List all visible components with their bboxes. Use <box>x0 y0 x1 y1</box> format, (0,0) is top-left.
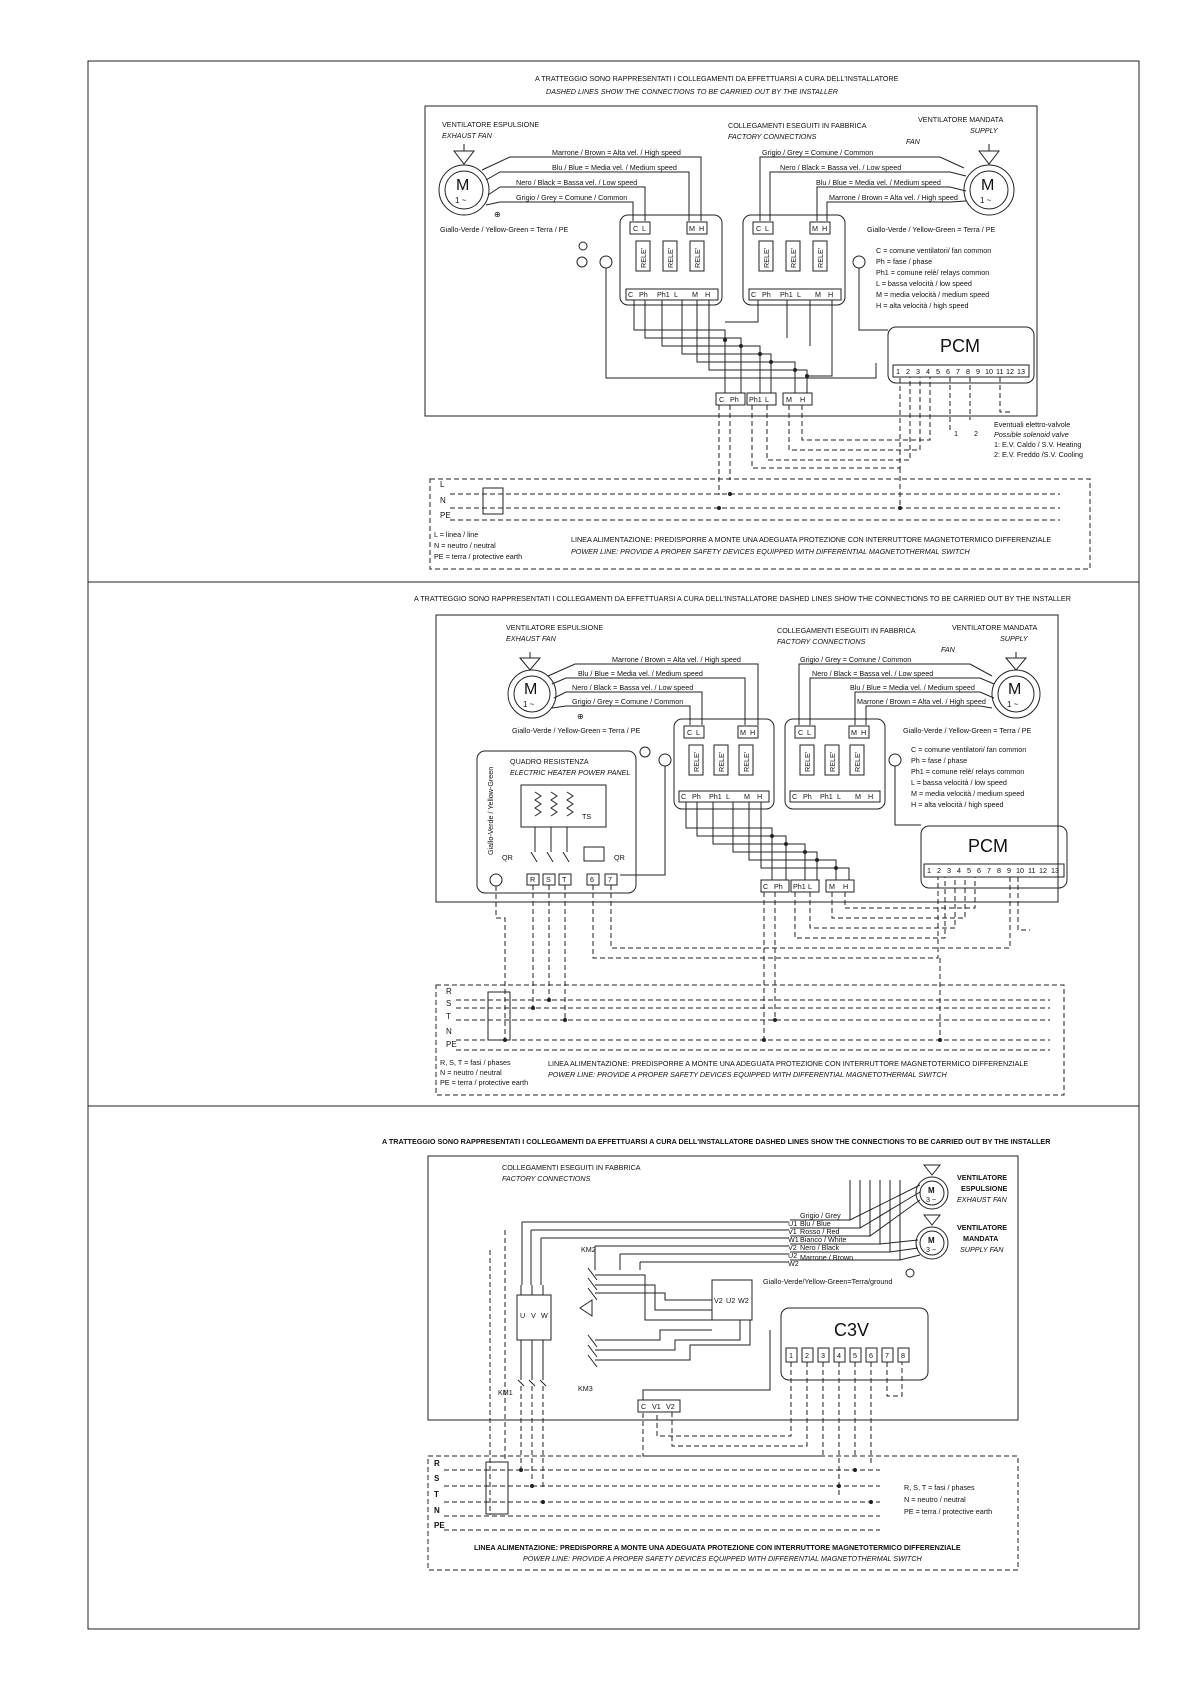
svg-text:RELE': RELE' <box>639 247 648 268</box>
relay-board-right <box>785 719 885 809</box>
svg-text:M: M <box>692 290 698 299</box>
supply-fan-title: VENTILATORE <box>957 1223 1008 1232</box>
factory-subtitle: FACTORY CONNECTIONS <box>502 1174 591 1183</box>
terminal-strip <box>716 393 812 405</box>
svg-text:Ph1: Ph1 <box>709 792 722 801</box>
svg-text:M: M <box>855 792 861 801</box>
svg-text:M: M <box>744 792 750 801</box>
svg-text:Ph: Ph <box>692 792 701 801</box>
svg-text:V2: V2 <box>788 1243 797 1252</box>
earth-post-icon <box>853 256 865 268</box>
right-wire-label: Nero / Black = Bassa vel. / Low speed <box>812 669 934 678</box>
svg-text:L: L <box>807 728 811 737</box>
line-label: S <box>434 1474 440 1483</box>
legend <box>911 745 1026 809</box>
supply-fan-subtitle: SUPPLY <box>970 126 998 135</box>
svg-text:L: L <box>797 290 801 299</box>
svg-text:Ph: Ph <box>803 792 812 801</box>
svg-text:RELE': RELE' <box>717 751 726 772</box>
left-wire-label: Grigio / Grey = Comune / Common <box>572 697 684 706</box>
svg-text:Ph: Ph <box>774 882 783 891</box>
right-wire-label: Blu / Blue = Media vel. / Medium speed <box>816 178 941 187</box>
svg-text:11: 11 <box>996 367 1004 376</box>
svg-text:10: 10 <box>1016 866 1024 875</box>
exhaust-motor-icon <box>508 652 556 718</box>
svg-text:4: 4 <box>957 866 961 875</box>
line-legend: PE = terra / protective earth <box>440 1078 529 1087</box>
exhaust-motor-icon <box>916 1165 948 1209</box>
terminal-strip <box>761 880 854 892</box>
line-label: R <box>446 987 452 996</box>
right-earth-label: Giallo-Verde / Yellow-Green = Terra / PE <box>903 726 1032 735</box>
earth-symbol-icon: ⊕ <box>577 712 584 721</box>
svg-text:12: 12 <box>1006 367 1014 376</box>
svg-text:L: L <box>808 882 812 891</box>
exhaust-fan-title: VENTILATORE ESPULSIONE <box>442 120 540 129</box>
power-note-it: LINEA ALIMENTAZIONE: PREDISPORRE A MONTE UNA ADEGUATA PROTEZIONE CON INTERRUTTORE MAGNETOTERMICO DIFFERENZIALE <box>474 1543 961 1552</box>
svg-text:1 ~: 1 ~ <box>1007 700 1019 709</box>
line-label: N <box>446 1027 452 1036</box>
earth-post-icon <box>490 874 502 886</box>
installer-note-it: A TRATTEGGIO SONO RAPPRESENTATI I COLLEGAMENTI DA EFFETTUARSI A CURA DELL'INSTALLATORE <box>535 74 899 83</box>
svg-text:Grigio / Grey: Grigio / Grey <box>800 1211 841 1220</box>
left-wire-label: Blu / Blue = Media vel. / Medium speed <box>578 669 703 678</box>
exhaust-fan-subtitle: EXHAUST FAN <box>442 131 492 140</box>
factory-title: COLLEGAMENTI ESEGUITI IN FABBRICA <box>728 121 867 130</box>
svg-text:3: 3 <box>947 866 951 875</box>
svg-text:5: 5 <box>853 1351 857 1360</box>
svg-text:R: R <box>530 875 536 884</box>
svg-text:7: 7 <box>987 866 991 875</box>
svg-text:C: C <box>792 792 798 801</box>
svg-text:RELE': RELE' <box>693 247 702 268</box>
exhaust-fan-subtitle: EXHAUST FAN <box>957 1195 1007 1204</box>
svg-text:Ph1: Ph1 <box>820 792 833 801</box>
supply-fan-title: VENTILATORE MANDATA <box>952 623 1038 632</box>
svg-text:Ph1: Ph1 <box>793 882 806 891</box>
installer-note: A TRATTEGGIO SONO RAPPRESENTATI I COLLEGAMENTI DA EFFETTUARSI A CURA DELL'INSTALLATORE DASHED LINES SHOW THE CONNECTIONS TO BE CARRIED OUT BY THE INSTALLER <box>382 1137 1051 1146</box>
pcm-controller <box>921 826 1067 888</box>
svg-text:C = comune ventilatori/ fan co: C = comune ventilatori/ fan common <box>911 745 1027 754</box>
svg-text:U: U <box>520 1311 526 1320</box>
left-wire-label: Marrone / Brown = Alta vel. / High speed <box>612 655 741 664</box>
relay-board-left <box>620 215 722 305</box>
valve-note: Possible solenoid valve <box>994 430 1069 439</box>
svg-text:M: M <box>740 728 746 737</box>
svg-text:2: 2 <box>906 367 910 376</box>
svg-text:3 ~: 3 ~ <box>926 1195 937 1204</box>
svg-text:V1: V1 <box>788 1227 797 1236</box>
svg-text:6: 6 <box>946 367 950 376</box>
power-note-en: POWER LINE: PROVIDE A PROPER SAFETY DEVICES EQUIPPED WITH DIFFERENTIAL MAGNETOTHERMAL SWITCH <box>523 1554 922 1563</box>
svg-text:RELE': RELE' <box>666 247 675 268</box>
right-wire-label: Marrone / Brown = Alta vel. / High speed <box>857 697 986 706</box>
svg-text:8: 8 <box>901 1351 905 1360</box>
svg-text:M: M <box>524 681 538 698</box>
svg-text:3: 3 <box>821 1351 825 1360</box>
svg-text:V2: V2 <box>666 1402 675 1411</box>
svg-text:C: C <box>719 395 725 404</box>
right-wire-label: Marrone / Brown = Alta vel. / High speed <box>829 193 958 202</box>
left-wire-label: Grigio / Grey = Comune / Common <box>516 193 628 202</box>
svg-text:10: 10 <box>985 367 993 376</box>
svg-text:L: L <box>837 792 841 801</box>
svg-text:5: 5 <box>936 367 940 376</box>
svg-text:C = comune ventilatori/ fan co: C = comune ventilatori/ fan common <box>876 246 992 255</box>
supply-fan-subtitle-2: FAN <box>941 645 955 654</box>
svg-text:3: 3 <box>916 367 920 376</box>
svg-text:Ph1: Ph1 <box>657 290 670 299</box>
svg-text:QR: QR <box>614 853 625 862</box>
line-label: L <box>440 480 445 489</box>
line-label: N <box>440 496 446 505</box>
svg-text:S: S <box>546 875 551 884</box>
earth-post-icon <box>640 747 650 757</box>
svg-text:4: 4 <box>926 367 930 376</box>
panel-2-with-heater <box>414 594 1071 1095</box>
svg-text:M: M <box>786 395 792 404</box>
svg-text:C: C <box>681 792 687 801</box>
svg-text:H: H <box>699 224 705 233</box>
power-note-en: POWER LINE: PROVIDE A PROPER SAFETY DEVICES EQUIPPED WITH DIFFERENTIAL MAGNETOTHERMAL SWITCH <box>571 547 970 556</box>
svg-text:11: 11 <box>1028 866 1036 875</box>
factory-subtitle: FACTORY CONNECTIONS <box>728 132 817 141</box>
svg-text:U1: U1 <box>788 1219 798 1228</box>
svg-text:M: M <box>928 1186 935 1195</box>
earth-post-icon <box>579 242 587 250</box>
svg-text:Ph: Ph <box>762 290 771 299</box>
right-wire-label: Blu / Blue = Media vel. / Medium speed <box>850 683 975 692</box>
exhaust-fan-subtitle: EXHAUST FAN <box>506 634 556 643</box>
svg-text:L: L <box>726 792 730 801</box>
exhaust-motor-icon <box>439 144 489 215</box>
left-earth-label: Giallo-Verde / Yellow-Green = Terra / PE <box>440 225 569 234</box>
svg-text:6: 6 <box>590 875 594 884</box>
earth-label: Giallo-Verde/Yellow-Green=Terra/ground <box>763 1277 893 1286</box>
main-switch <box>483 488 503 514</box>
cv-terminal-block <box>638 1400 680 1412</box>
svg-text:W: W <box>541 1311 548 1320</box>
heater-panel <box>477 751 636 893</box>
relay-board-right <box>743 215 845 305</box>
supply-fan-subtitle: SUPPLY FAN <box>960 1245 1004 1254</box>
heater-earth-label: Giallo-Verde / Yellow-Green <box>486 766 495 855</box>
svg-text:1: 1 <box>789 1351 793 1360</box>
svg-text:QR: QR <box>502 853 513 862</box>
svg-text:C: C <box>763 882 769 891</box>
svg-text:C: C <box>756 224 762 233</box>
svg-text:6: 6 <box>977 866 981 875</box>
earth-post-icon <box>600 256 612 268</box>
svg-text:6: 6 <box>869 1351 873 1360</box>
svg-text:9: 9 <box>976 367 980 376</box>
svg-text:7: 7 <box>885 1351 889 1360</box>
svg-text:L = bassa velocità / low speed: L = bassa velocità / low speed <box>911 778 1007 787</box>
km3-label: KM3 <box>578 1384 593 1393</box>
earth-post-icon <box>889 754 901 766</box>
svg-text:V1: V1 <box>652 1402 661 1411</box>
right-wire-label: Grigio / Grey = Comune / Common <box>800 655 912 664</box>
svg-text:C: C <box>633 224 639 233</box>
line-label: N <box>434 1506 440 1515</box>
svg-text:Ph1: Ph1 <box>749 395 762 404</box>
line-legend: L = linea / line <box>434 530 479 539</box>
relay-board-left <box>674 719 774 809</box>
svg-text:M: M <box>1008 681 1022 698</box>
svg-text:U2: U2 <box>788 1251 798 1260</box>
svg-text:V2: V2 <box>714 1296 723 1305</box>
wire-codes <box>788 1219 799 1268</box>
svg-text:M: M <box>829 882 835 891</box>
line-label: PE <box>440 511 451 520</box>
earth-post-icon <box>906 1269 914 1277</box>
svg-text:H: H <box>800 395 806 404</box>
svg-text:RELE': RELE' <box>853 751 862 772</box>
svg-text:3 ~: 3 ~ <box>926 1245 937 1254</box>
svg-text:2: 2 <box>937 866 941 875</box>
svg-text:Marrone / Brown: Marrone / Brown <box>800 1253 854 1262</box>
line-legend: N = neutro / neutral <box>434 541 496 550</box>
svg-text:RELE': RELE' <box>816 247 825 268</box>
svg-text:RELE': RELE' <box>828 751 837 772</box>
heater-subtitle: ELECTRIC HEATER POWER PANEL <box>510 768 631 777</box>
earth-symbol-icon: ⊕ <box>494 210 501 219</box>
svg-text:H: H <box>861 728 867 737</box>
svg-text:T: T <box>562 875 567 884</box>
left-wire-label: Blu / Blue = Media vel. / Medium speed <box>552 163 677 172</box>
exhaust-fan-title: VENTILATORE ESPULSIONE <box>506 623 604 632</box>
line-label: PE <box>434 1521 445 1530</box>
pcm-controller <box>888 327 1034 383</box>
supply-motor-icon <box>964 144 1014 215</box>
svg-text:Ph = fase / phase: Ph = fase / phase <box>911 756 968 765</box>
km2-contacts <box>588 1268 597 1300</box>
power-note-it: LINEA ALIMENTAZIONE: PREDISPORRE A MONTE UNA ADEGUATA PROTEZIONE CON INTERRUTTORE MAGNETOTERMICO DIFFERENZIALE <box>571 535 1052 544</box>
supply-fan-subtitle: SUPPLY <box>1000 634 1028 643</box>
svg-text:H = alta velocità / high speed: H = alta velocità / high speed <box>876 301 969 310</box>
svg-text:PCM: PCM <box>940 336 980 356</box>
line-label: S <box>446 999 452 1008</box>
svg-text:M = media velocità / medium sp: M = media velocità / medium speed <box>911 789 1025 798</box>
svg-text:5: 5 <box>967 866 971 875</box>
svg-text:8: 8 <box>966 367 970 376</box>
supply-fan-title-2: MANDATA <box>963 1234 999 1243</box>
svg-text:13: 13 <box>1017 367 1025 376</box>
valve-note: Eventuali elettro-valvole <box>994 420 1071 429</box>
svg-text:C3V: C3V <box>834 1320 870 1340</box>
svg-text:M = media velocità / medium sp: M = media velocità / medium speed <box>876 290 990 299</box>
svg-text:M: M <box>812 224 818 233</box>
svg-text:12: 12 <box>1039 866 1047 875</box>
right-wire-label: Nero / Black = Bassa vel. / Low speed <box>780 163 902 172</box>
svg-text:V: V <box>531 1311 536 1320</box>
motor-terminal-block <box>712 1280 752 1320</box>
svg-text:RELE': RELE' <box>803 751 812 772</box>
svg-text:C: C <box>798 728 804 737</box>
svg-text:4: 4 <box>837 1351 841 1360</box>
main-switch <box>488 992 510 1040</box>
svg-text:H: H <box>822 224 828 233</box>
power-note-it: LINEA ALIMENTAZIONE: PREDISPORRE A MONTE UNA ADEGUATA PROTEZIONE CON INTERRUTTORE MAGNETOTERMICO DIFFERENZIALE <box>548 1059 1029 1068</box>
supply-motor-icon <box>992 652 1040 718</box>
svg-text:L = bassa velocità / low speed: L = bassa velocità / low speed <box>876 279 972 288</box>
svg-text:H: H <box>843 882 849 891</box>
factory-title: COLLEGAMENTI ESEGUITI IN FABBRICA <box>777 626 916 635</box>
svg-text:TS: TS <box>582 812 592 821</box>
svg-text:Ph: Ph <box>639 290 648 299</box>
svg-text:2: 2 <box>805 1351 809 1360</box>
panel-1-single-phase <box>425 74 1090 569</box>
svg-text:M: M <box>689 224 695 233</box>
svg-text:C: C <box>641 1402 647 1411</box>
line-legend: R, S, T = fasi / phases <box>440 1058 511 1067</box>
svg-text:Bianco / White: Bianco / White <box>800 1235 847 1244</box>
svg-text:Rosso / Red: Rosso / Red <box>800 1227 840 1236</box>
svg-text:W2: W2 <box>738 1296 749 1305</box>
line-label: T <box>434 1490 439 1499</box>
line-label: R <box>434 1459 440 1468</box>
svg-text:H: H <box>750 728 756 737</box>
valve-note: 1: E.V. Caldo / S.V. Heating <box>994 440 1082 449</box>
svg-text:Ph1: Ph1 <box>780 290 793 299</box>
power-note-en: POWER LINE: PROVIDE A PROPER SAFETY DEVICES EQUIPPED WITH DIFFERENTIAL MAGNETOTHERMAL SWITCH <box>548 1070 947 1079</box>
svg-text:KM1: KM1 <box>498 1388 513 1397</box>
supply-fan-subtitle-2: FAN <box>906 137 920 146</box>
svg-text:1 ~: 1 ~ <box>455 196 467 205</box>
svg-text:L: L <box>765 395 769 404</box>
right-earth-label: Giallo-Verde / Yellow-Green = Terra / PE <box>867 225 996 234</box>
svg-text:H: H <box>757 792 763 801</box>
km2-label: KM2 <box>581 1245 596 1254</box>
svg-text:M: M <box>456 177 470 194</box>
svg-text:RELE': RELE' <box>692 751 701 772</box>
svg-text:C: C <box>628 290 634 299</box>
svg-text:L: L <box>765 224 769 233</box>
wire-colors <box>800 1211 853 1262</box>
left-wire-label: Marrone / Brown = Alta vel. / High speed <box>552 148 681 157</box>
c3v-controller <box>781 1308 928 1380</box>
supply-fan-title: VENTILATORE MANDATA <box>918 115 1004 124</box>
svg-text:M: M <box>928 1236 935 1245</box>
heater-title: QUADRO RESISTENZA <box>510 757 589 766</box>
svg-text:C: C <box>751 290 757 299</box>
panel-3-three-phase <box>382 1137 1051 1570</box>
svg-text:M: M <box>815 290 821 299</box>
svg-text:Ph: Ph <box>730 395 739 404</box>
svg-text:Ph1 = comune relè/ relays comm: Ph1 = comune relè/ relays common <box>876 268 990 277</box>
svg-text:C: C <box>687 728 693 737</box>
svg-text:U2: U2 <box>726 1296 736 1305</box>
svg-text:W2: W2 <box>788 1259 799 1268</box>
line-legend: N = neutro / neutral <box>904 1495 966 1504</box>
valve-mark-1: 1 <box>954 429 958 438</box>
earth-post-icon <box>659 754 671 766</box>
svg-text:Ph1 = comune relè/ relays comm: Ph1 = comune relè/ relays common <box>911 767 1025 776</box>
svg-text:W1: W1 <box>788 1235 799 1244</box>
earth-post-icon <box>577 257 587 267</box>
svg-text:PCM: PCM <box>968 836 1008 856</box>
left-wire-label: Nero / Black = Bassa vel. / Low speed <box>572 683 694 692</box>
svg-text:H: H <box>868 792 874 801</box>
svg-text:RELE': RELE' <box>789 247 798 268</box>
svg-text:1 ~: 1 ~ <box>980 196 992 205</box>
km1-contactor <box>498 1295 551 1397</box>
valve-mark-2: 2 <box>974 429 978 438</box>
legend <box>876 246 991 310</box>
svg-text:7: 7 <box>956 367 960 376</box>
installer-note: A TRATTEGGIO SONO RAPPRESENTATI I COLLEGAMENTI DA EFFETTUARSI A CURA DELL'INSTALLATORE DASHED LINES SHOW THE CONNECTIONS TO BE CARRIED OUT BY THE INSTALLER <box>414 594 1071 603</box>
line-label: PE <box>446 1040 457 1049</box>
svg-text:7: 7 <box>608 875 612 884</box>
svg-text:1: 1 <box>896 367 900 376</box>
svg-text:L: L <box>642 224 646 233</box>
svg-text:RELE': RELE' <box>762 247 771 268</box>
svg-text:1 ~: 1 ~ <box>523 700 535 709</box>
svg-text:Blu / Blue: Blu / Blue <box>800 1219 831 1228</box>
left-wire-label: Nero / Black = Bassa vel. / Low speed <box>516 178 638 187</box>
right-wire-label: Grigio / Grey = Comune / Common <box>762 148 874 157</box>
svg-text:Ph = fase / phase: Ph = fase / phase <box>876 257 933 266</box>
svg-text:H: H <box>828 290 834 299</box>
valve-note: 2: E.V. Freddo /S.V. Cooling <box>994 450 1083 459</box>
exhaust-fan-title: VENTILATORE <box>957 1173 1008 1182</box>
factory-title: COLLEGAMENTI ESEGUITI IN FABBRICA <box>502 1163 641 1172</box>
line-legend: R, S, T = fasi / phases <box>904 1483 975 1492</box>
svg-text:H = alta velocità / high speed: H = alta velocità / high speed <box>911 800 1004 809</box>
svg-text:RELE': RELE' <box>742 751 751 772</box>
svg-text:M: M <box>851 728 857 737</box>
svg-text:8: 8 <box>997 866 1001 875</box>
line-legend: N = neutro / neutral <box>440 1068 502 1077</box>
exhaust-fan-title-2: ESPULSIONE <box>961 1184 1008 1193</box>
line-legend: PE = terra / protective earth <box>904 1507 993 1516</box>
supply-motor-icon <box>916 1215 948 1259</box>
left-earth-label: Giallo-Verde / Yellow-Green = Terra / PE <box>512 726 641 735</box>
svg-text:H: H <box>705 290 711 299</box>
svg-text:L: L <box>674 290 678 299</box>
svg-text:L: L <box>696 728 700 737</box>
installer-note-en: DASHED LINES SHOW THE CONNECTIONS TO BE CARRIED OUT BY THE INSTALLER <box>546 87 838 96</box>
svg-text:9: 9 <box>1007 866 1011 875</box>
line-label: T <box>446 1012 451 1021</box>
svg-text:Nero / Black: Nero / Black <box>800 1243 840 1252</box>
svg-text:M: M <box>981 177 995 194</box>
line-legend: PE = terra / protective earth <box>434 552 523 561</box>
svg-text:13: 13 <box>1051 866 1059 875</box>
factory-subtitle: FACTORY CONNECTIONS <box>777 637 866 646</box>
svg-text:1: 1 <box>927 866 931 875</box>
interlock-icon <box>580 1300 592 1316</box>
